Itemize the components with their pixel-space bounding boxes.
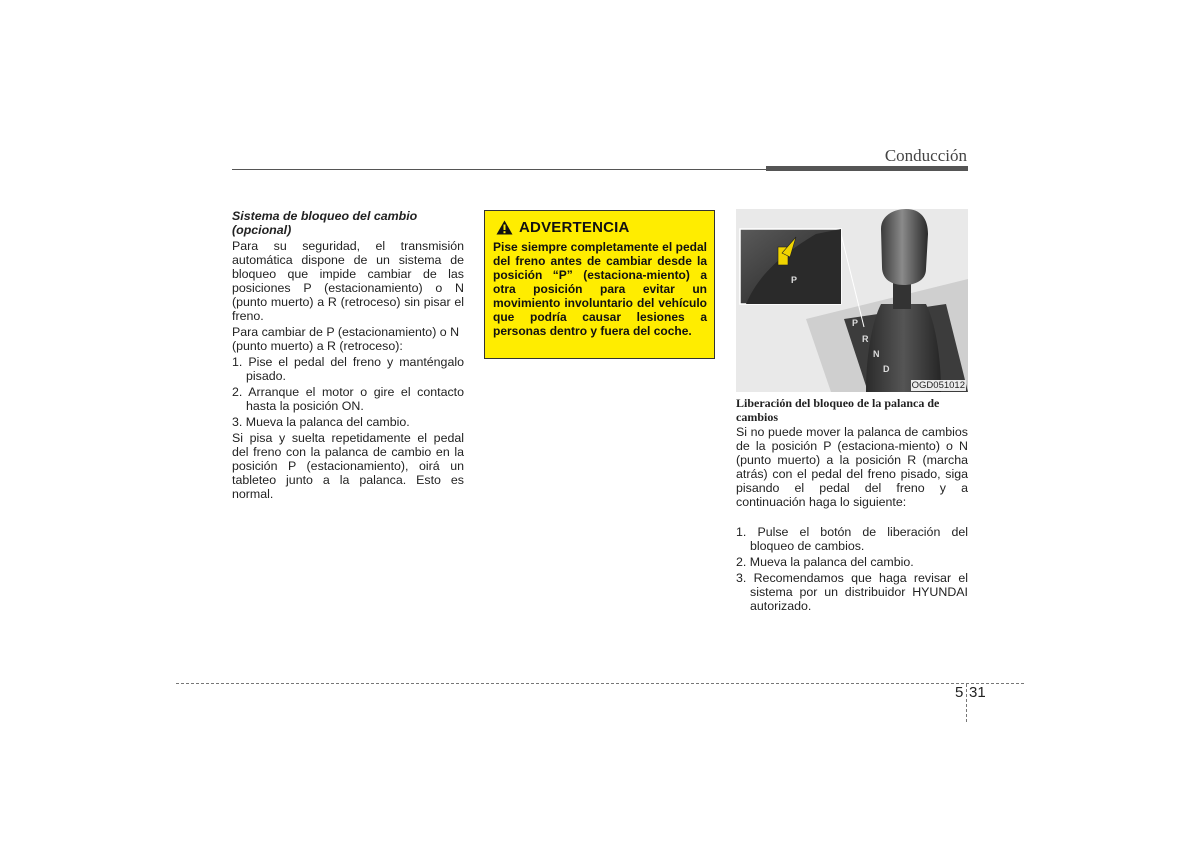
- subheading: Sistema de bloqueo del cambio (opcional): [232, 209, 418, 237]
- figure-code: OGD051012: [911, 380, 965, 391]
- gear-label-r: R: [862, 334, 869, 344]
- list-item: 3. Recomendamos que haga revisar el sistema por un distribuidor HYUNDAI autorizado.: [736, 571, 968, 613]
- figure-caption-title: Liberación del bloqueo de la palanca de cambios: [736, 396, 940, 424]
- warning-header: [496, 219, 707, 236]
- gear-label-n: N: [873, 349, 880, 359]
- release-steps-list: [736, 525, 968, 613]
- page-number-value: 31: [969, 684, 986, 701]
- list-item: 2. Mueva la palanca del cambio.: [736, 555, 914, 569]
- list-item: 2. Arranque el motor o gire el contacto hasta la posición ON.: [232, 385, 464, 413]
- warning-title: ADVERTENCIA: [519, 219, 630, 236]
- note-paragraph: Si pisa y suelta repetidamente el pedal del freno con la palanca de cambio en la posición P (estacionamiento), oirá un tableteo junto a la palanca. Esto es normal.: [232, 431, 464, 501]
- intro-paragraph: Para su seguridad, el transmisión automática dispone de un sistema de bloqueo que impide cambiar de las posiciones P (estacionamiento) o N (punto muerto) a R (retroceso) sin pisar el freno.: [232, 239, 464, 323]
- gear-label-p: P: [852, 318, 859, 328]
- section-title: Conducción: [884, 146, 967, 165]
- page-number-divider: [966, 684, 967, 722]
- header-rule: [232, 169, 766, 170]
- chapter-number: 5: [955, 684, 964, 701]
- list-item: 1. Pulse el botón de liberación del bloqueo de cambios.: [736, 525, 968, 553]
- warning-text: Pise siempre completamente el pedal del freno antes de cambiar desde la posición “P” (estaciona-miento) a otra posición para evitar un movimiento involuntario del vehículo que podría causar lesiones a personas dentro y fuera del coche.: [493, 240, 707, 338]
- list-item: 3. Mueva la palanca del cambio.: [232, 415, 410, 429]
- right-column: [736, 396, 968, 615]
- header-rule-thick: [766, 166, 968, 171]
- steps-list: [232, 355, 464, 429]
- warning-triangle-icon: [496, 220, 513, 235]
- list-item: 1. Pise el pedal del freno y manténgalo pisado.: [232, 355, 464, 383]
- instruction-paragraph: Para cambiar de P (estacionamiento) o N (punto muerto) a R (retroceso):: [232, 325, 460, 353]
- warning-box: [484, 210, 715, 359]
- gear-shift-photo: [736, 209, 968, 392]
- left-column: [232, 209, 464, 503]
- footer-rule: [176, 683, 1024, 684]
- gear-label-d: D: [883, 364, 890, 374]
- inset-label-p: P: [791, 275, 798, 285]
- release-paragraph: Si no puede mover la palanca de cambios de la posición P (estaciona-miento) o N (punto muerto) a la posición R (marcha atrás) con el pedal del freno pisado, siga pisando el pedal del freno y a continuación haga lo siguiente:: [736, 425, 968, 509]
